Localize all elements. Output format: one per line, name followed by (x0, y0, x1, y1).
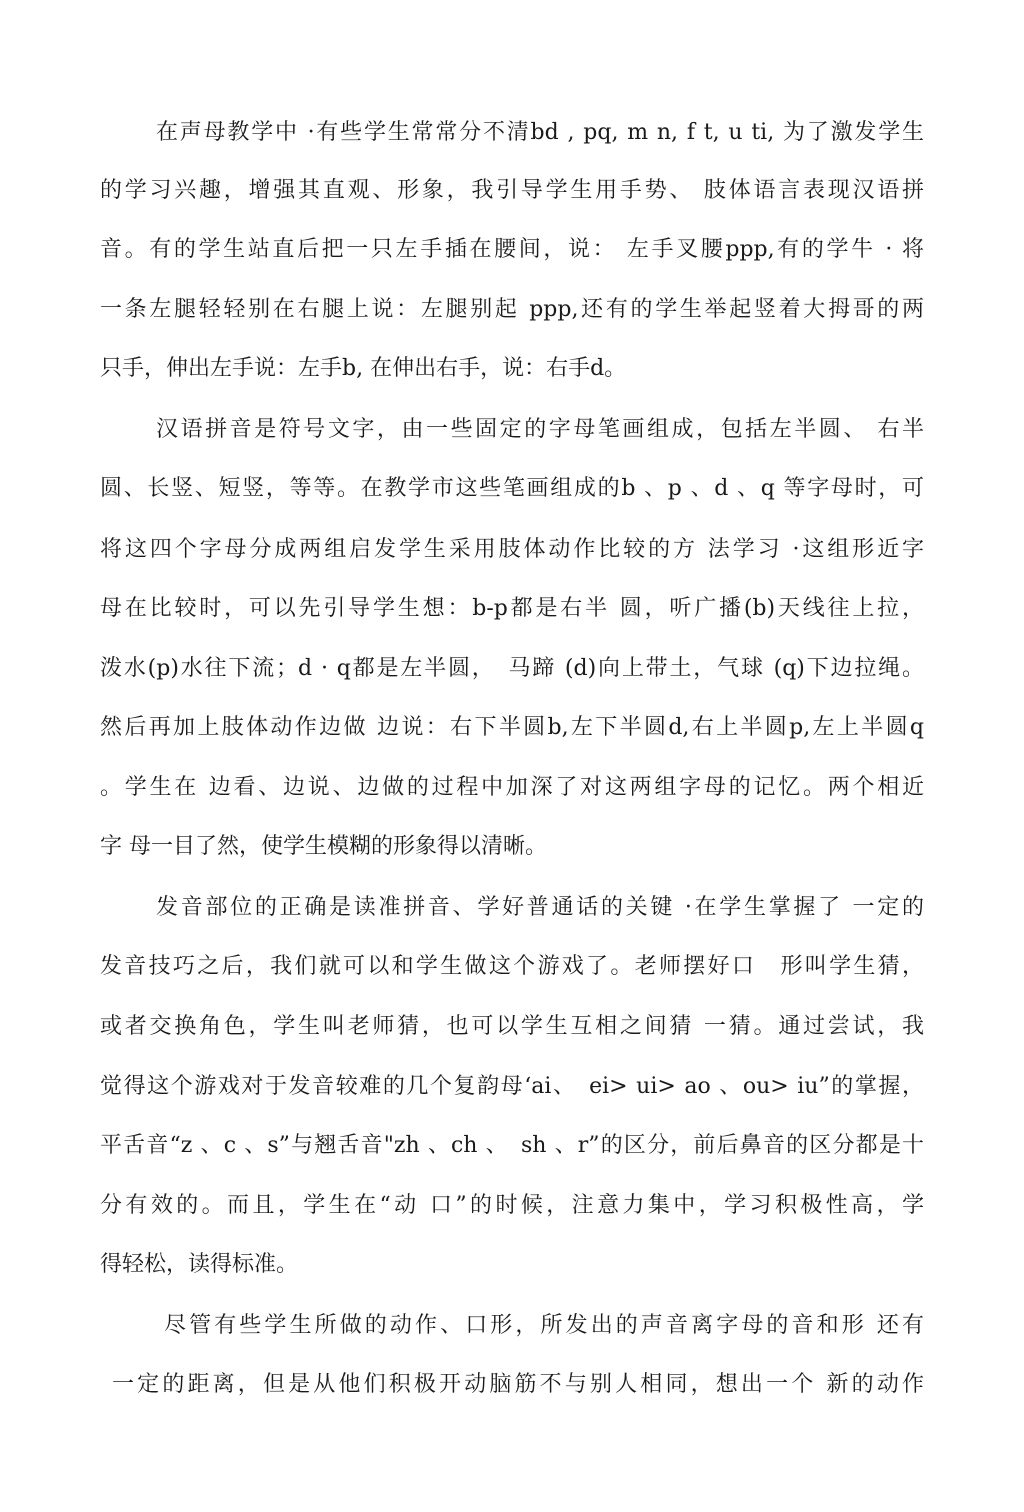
paragraph-1-line-5: 只手，伸出左手说：左手b, 在伸出右手，说：右手d。 (100, 356, 627, 381)
paragraph-1-line-3: 音。有的学生站直后把一只左手插在腰间，说： 左手叉腰ppp,有的学牛 · 将 (100, 237, 924, 262)
paragraph-1-line-4: 一条左腿轻轻别在右腿上说：左腿别起 ppp,还有的学生举起竖着大拇哥的两 (100, 297, 924, 322)
paragraph-2-line-1: 汉语拼音是符号文字，由一些固定的字母笔画组成，包括左半圆、 右半 (156, 417, 924, 442)
paragraph-2-line-6: 然后再加上肢体动作边做 边说：右下半圆b,左下半圆d,右上半圆p,左上半圆q (100, 715, 924, 740)
paragraph-3-line-5: 平舌音“z 、c 、s”与翘舌音"zh 、ch 、 sh 、r”的区分，前后鼻音的区分都是十 (100, 1133, 924, 1158)
paragraph-2-line-3: 将这四个字母分成两组启发学生采用肢体动作比较的方 法学习 ·这组形近字 (100, 537, 924, 562)
paragraph-4-line-1: 尽管有些学生所做的动作、口形，所发出的声音离字母的音和形 还有 (164, 1313, 924, 1338)
paragraph-1-line-2: 的学习兴趣，增强其直观、形象，我引导学生用手势、 肢体语言表现汉语拼 (100, 178, 924, 203)
paragraph-3-line-4: 觉得这个游戏对于发音较难的几个复韵母‘ai、 ei> ui> ao 、ou> iu”的掌握， (100, 1074, 924, 1099)
paragraph-2-line-2: 圆、长竖、短竖，等等。在教学市这些笔画组成的b 、p 、d 、q 等字母时，可 (100, 476, 924, 501)
paragraph-3-line-1: 发音部位的正确是读准拼音、学好普通话的关键 ·在学生掌握了 一定的 (156, 895, 924, 920)
paragraph-2-line-5: 泼水(p)水往下流；d · q都是左半圆， 马蹄 (d)向上带土，气球 (q)下边拉绳。 (100, 656, 924, 681)
paragraph-3-line-7: 得轻松，读得标准。 (100, 1252, 299, 1277)
paragraph-2-line-7: 。学生在 边看、边说、边做的过程中加深了对这两组字母的记忆。两个相近 (100, 775, 924, 800)
paragraph-3-line-6: 分有效的。而且，学生在“动 口”的时候，注意力集中，学习积极性高，学 (100, 1193, 924, 1218)
paragraph-4-line-2: 一定的距离，但是从他们积极开动脑筋不与别人相同，想出一个 新的动作 (112, 1372, 924, 1397)
paragraph-2-line-8: 字 母一目了然，使学生模糊的形象得以清晰。 (100, 834, 547, 859)
paragraph-2-line-4: 母在比较时，可以先引导学生想：b-p都是右半 圆，听广播(b)天线往上拉， (100, 596, 924, 621)
paragraph-1-line-1: 在声母教学中 ·有些学生常常分不清bd , pq, m n, f t, u ti, 为了激发学生 (156, 120, 924, 145)
paragraph-3-line-2: 发音技巧之后，我们就可以和学生做这个游戏了。老师摆好口 形叫学生猜， (100, 954, 924, 979)
paragraph-3-line-3: 或者交换角色，学生叫老师猜，也可以学生互相之间猜 一猜。通过尝试，我 (100, 1014, 924, 1039)
